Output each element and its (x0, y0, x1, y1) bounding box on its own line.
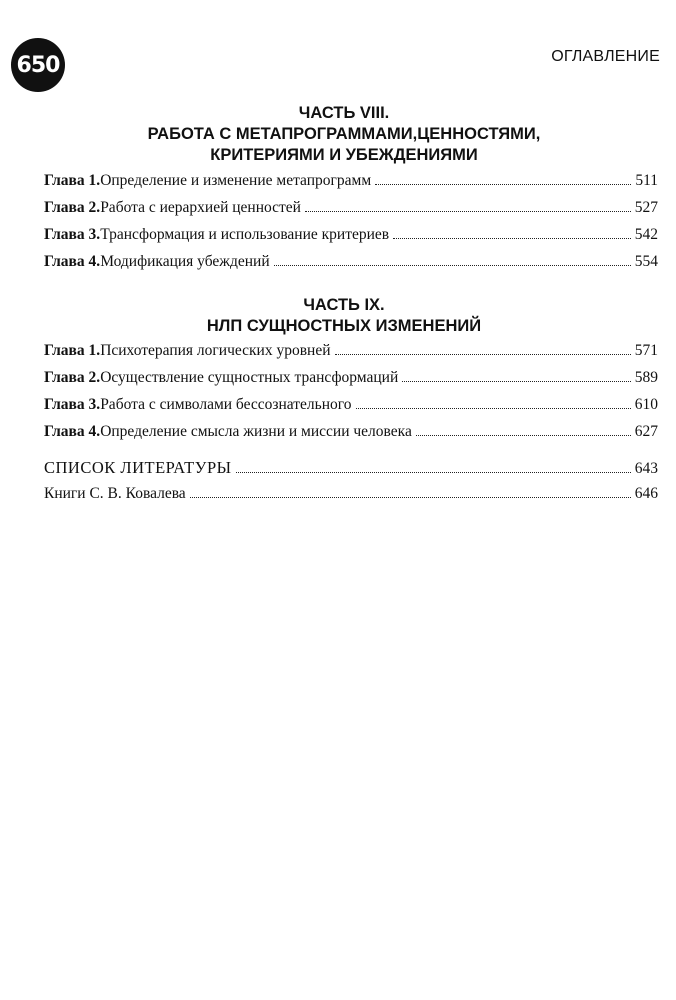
dot-leader (236, 472, 631, 473)
chapter-number: Глава 4. (44, 253, 101, 270)
chapter-title: Определение и изменение метапрограмм (100, 172, 372, 189)
chapter-title: Определение смысла жизни и миссии человека (100, 423, 412, 440)
page-ref: 610 (634, 396, 658, 413)
chapter-number: Глава 2. (44, 199, 101, 216)
chapter-title: Психотерапия логических уровней (100, 342, 331, 359)
toc-entry[interactable] (44, 199, 658, 226)
chapter-number: Глава 2. (44, 369, 101, 386)
toc-entry-author-books[interactable] (44, 485, 658, 512)
page-ref: 542 (634, 226, 658, 243)
dot-leader (356, 408, 631, 409)
chapter-title: Работа с символами бессознательного (100, 396, 352, 413)
author-books-title: Книги С. В. Ковалева (44, 485, 186, 502)
page-ref: 589 (634, 369, 658, 386)
chapter-title: Работа с иерархией ценностей (100, 199, 301, 216)
page-number-badge: 650 (11, 38, 65, 92)
part-8-chapter-list (44, 172, 658, 280)
dot-leader (305, 211, 631, 212)
chapter-number: Глава 1. (44, 342, 101, 359)
dot-leader (274, 265, 631, 266)
bibliography-title: СПИСОК ЛИТЕРАТУРЫ (44, 458, 232, 477)
part-9-title-line-1: НЛП СУЩНОСТНЫХ ИЗМЕНЕНИЙ (206, 317, 482, 335)
toc-entry[interactable] (44, 226, 658, 253)
part-9-number: ЧАСТЬ IX. (303, 296, 385, 314)
toc-entry[interactable] (44, 172, 658, 199)
dot-leader (402, 381, 631, 382)
toc-entry[interactable] (44, 369, 658, 396)
chapter-number: Глава 4. (44, 423, 101, 440)
dot-leader (190, 497, 631, 498)
page-ref: 527 (634, 199, 658, 216)
part-8-title-line-1: РАБОТА С МЕТАПРОГРАММАМИ,ЦЕННОСТЯМИ, (147, 125, 541, 143)
toc-entry-bibliography[interactable] (44, 458, 658, 485)
dot-leader (335, 354, 631, 355)
page-ref: 554 (634, 253, 658, 270)
page-ref: 643 (634, 460, 658, 477)
dot-leader (393, 238, 631, 239)
dot-leader (416, 435, 631, 436)
part-9-chapter-list (44, 342, 658, 450)
running-title: ОГЛАВЛЕНИЕ (551, 48, 660, 65)
page-ref: 571 (634, 342, 658, 359)
chapter-number: Глава 1. (44, 172, 101, 189)
chapter-title: Модификация убеждений (100, 253, 270, 270)
toc-entry[interactable] (44, 342, 658, 369)
part-8-heading (38, 103, 650, 166)
part-8-number: ЧАСТЬ VIII. (298, 104, 390, 122)
part-8-title-line-2: КРИТЕРИЯМИ И УБЕЖДЕНИЯМИ (210, 146, 478, 164)
chapter-title: Трансформация и использование критериев (100, 226, 390, 243)
page-ref: 627 (634, 423, 658, 440)
chapter-title: Осуществление сущностных трансформаций (100, 369, 399, 386)
page-ref: 511 (635, 172, 658, 189)
back-matter-list (44, 458, 658, 512)
chapter-number: Глава 3. (44, 396, 101, 413)
page-ref: 646 (634, 485, 658, 502)
chapter-number: Глава 3. (44, 226, 101, 243)
toc-entry[interactable] (44, 423, 658, 450)
toc-entry[interactable] (44, 396, 658, 423)
dot-leader (375, 184, 631, 185)
toc-entry[interactable] (44, 253, 658, 280)
part-9-heading (38, 295, 650, 337)
